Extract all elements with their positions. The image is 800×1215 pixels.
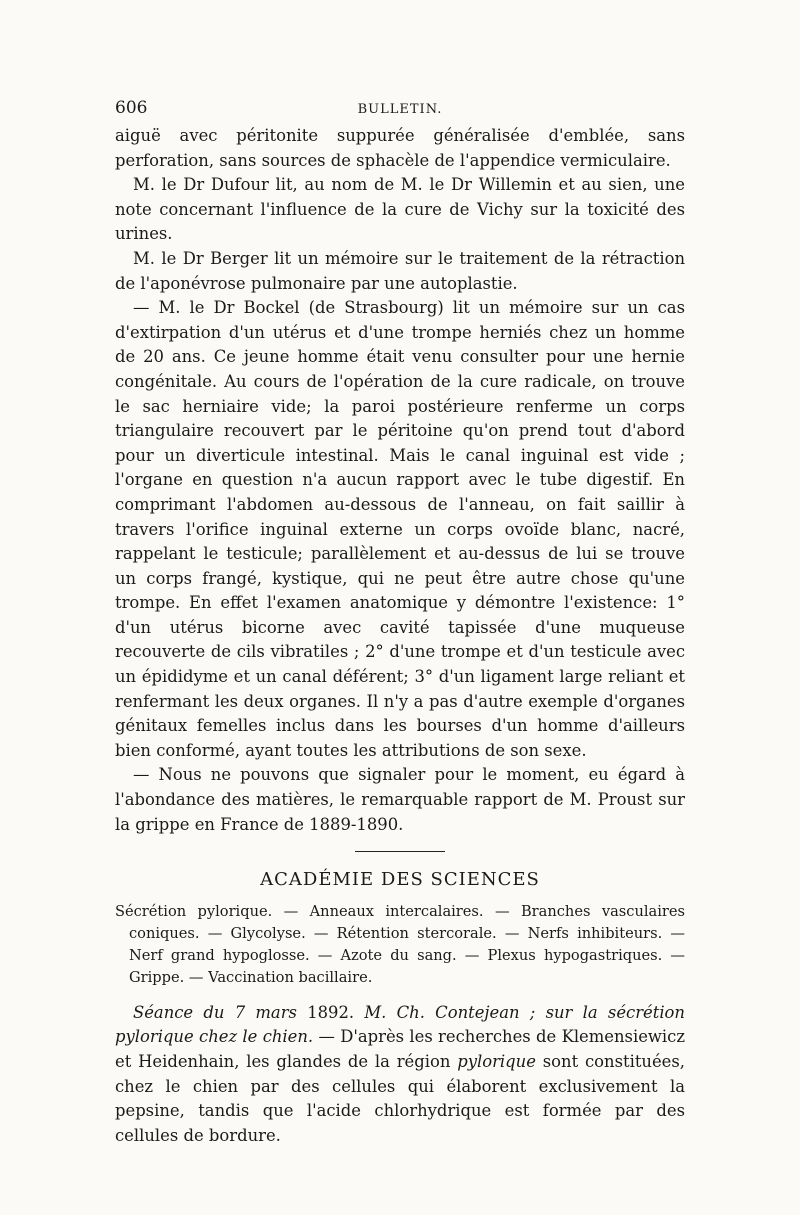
text-column	[115, 96, 685, 1148]
section-summary: Sécrétion pylorique. — Anneaux intercalaires. — Branches vasculaires coniques. — Glycolyse. — Rétention stercorale. — Nerfs inhibiteurs. — Nerf grand hypoglosse. — Azote du sang. — Plexus hypogastriques. — Grippe. — Vaccination bacillaire.	[115, 902, 685, 986]
separator-rule	[355, 851, 445, 852]
body-text-a: — D'après les recherches de Klemensiewicz et Heidenhain, les glandes de la région	[115, 1027, 685, 1071]
paragraph-dufour: M. le Dr Dufour lit, au nom de M. le Dr Willemin et au sien, une note concernant l'influence de la cure de Vichy sur la toxicité des urines.	[115, 175, 685, 244]
paragraph-continuation: aiguë avec péritonite suppurée généralisée d'emblée, sans perforation, sans sources de sphacèle de l'appendice vermiculaire.	[115, 126, 685, 170]
page-header	[115, 96, 685, 120]
page-number: 606	[115, 98, 148, 118]
section-title: ACADÉMIE DES SCIENCES	[260, 869, 540, 891]
body-text-b: sont constituées, chez le chien par des cellules qui élaborent exclusivement la pepsine, tandis que l'acide chlorhydrique est formée par des cellules de bordure.	[115, 1052, 685, 1145]
seance-date: Séance du 7 mars	[133, 1002, 297, 1022]
author-name: M. Ch. Contejean	[364, 1002, 520, 1022]
communication-title: ; sur la sécrétion pylorique chez le chien.	[115, 1002, 685, 1047]
paragraph-bockel: — M. le Dr Bockel (de Strasbourg) lit un mémoire sur un cas d'extirpation d'un utérus et d'une trompe herniés chez un homme de 20 ans. Ce jeune homme était venu consulter pour une hernie congénitale. Au cours de l'opération de la cure radicale, on trouve le sac herniaire vide; la paroi postérieure renferme un corps triangulaire recouvert par le péritoine qu'on prend tout d'abord pour un diverticule intestinal. Mais le canal inguinal est vide ; l'organe en question n'a aucun rapport avec le tube digestif. En comprimant l'abdomen au-dessous de l'anneau, on fait saillir à travers l'orifice inguinal externe un corps ovoïde blanc, nacré, rappelant le testicule; parallèlement et au-dessus de lui se trouve un corps frangé, kystique, qui ne peut être autre chose qu'une trompe. En effet l'examen anatomique y démontre l'existence: 1° d'un utérus bicorne avec cavité tapissée d'une muqueuse recouverte de cils vibratiles ; 2° d'une trompe et d'un testicule avec un épididyme et un canal déférent; 3° d'un ligament large reliant et renfermant les deux organes. Il n'y a pas d'autre exemple d'organes génitaux femelles inclus dans les bourses d'un homme d'ailleurs bien conformé, ayant toutes les attributions de son sexe.	[115, 298, 685, 760]
paragraph-berger: M. le Dr Berger lit un mémoire sur le traitement de la rétraction de l'aponévrose pulmonaire par une autoplastie.	[115, 248, 685, 293]
italic-term: pylorique	[457, 1052, 536, 1071]
paragraph-contejean	[115, 1001, 685, 1149]
seance-year: 1892.	[296, 1002, 365, 1022]
running-title: BULLETIN.	[357, 102, 443, 117]
paragraph-proust: — Nous ne pouvons que signaler pour le moment, eu égard à l'abondance des matières, le remarquable rapport de M. Proust sur la grippe en France de 1889-1890.	[115, 765, 685, 834]
